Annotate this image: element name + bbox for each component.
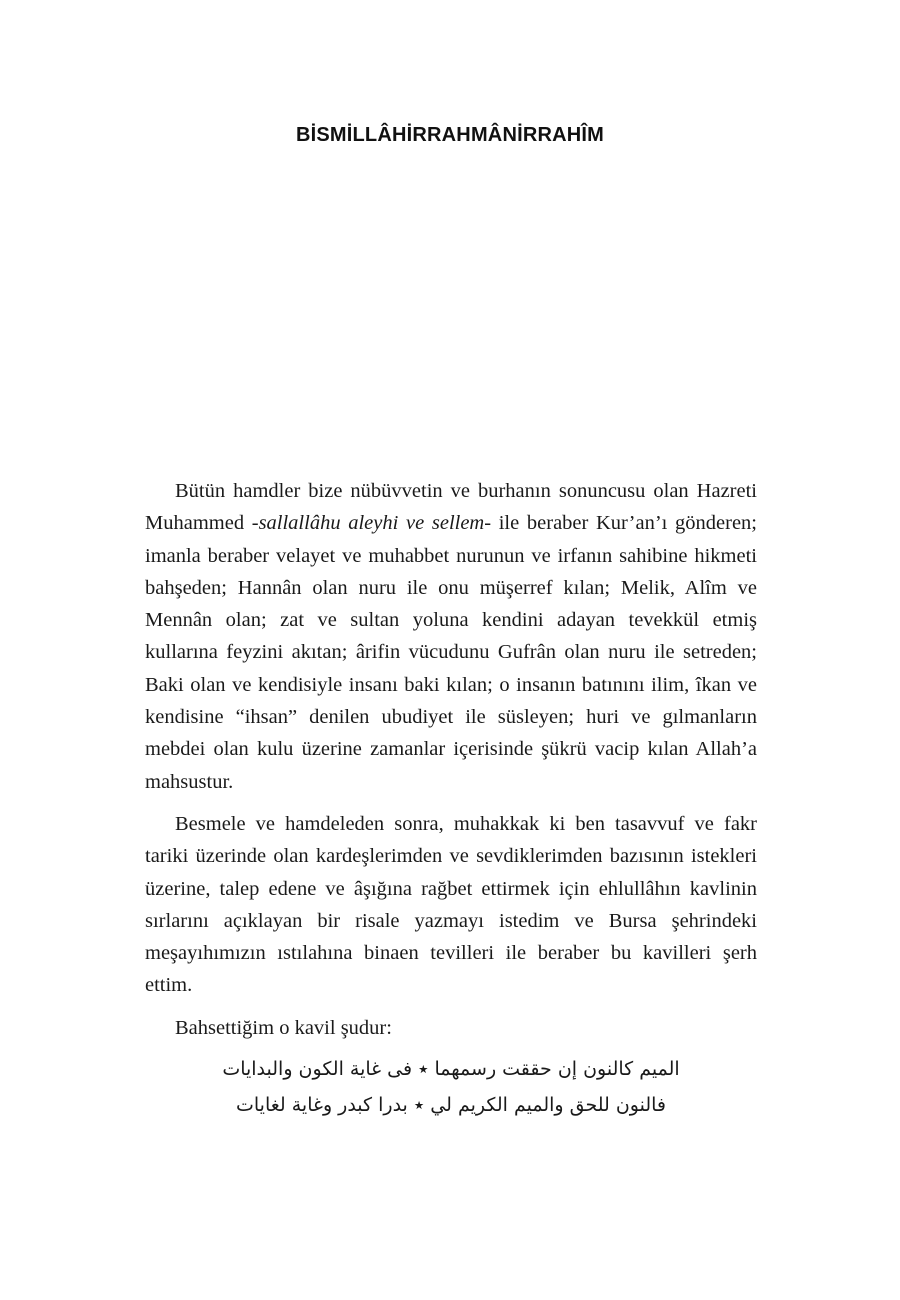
paragraph-1-italic: sallallâhu aleyhi ve sellem <box>258 512 485 535</box>
page-heading: BİSMİLLÂHİRRAHMÂNİRRAHÎM <box>295 124 605 146</box>
arabic-verse-line-1: الميم كالنون إن حققت رسمهما ٭ فى غاية الكون والبدايات <box>222 1058 680 1080</box>
paragraph-1-part-b: - ile beraber Kur’an’ı gönderen; imanla beraber velayet ve muhabbet nurunun ve irfanın sahibine hikmeti bahşeden; Hannân olan nuru ile onu müşerref kılan; Melik, Alîm ve Mennân olan; zat ve sultan yoluna kendini adayan tevekkül etmiş kullarına feyzini akıtan; ârifin vücudunu Gufrân olan nuru ile setreden; Baki olan ve kendisiyle insanı baki kılan; o insanın batınını ilim, îkan ve kendisine “ihsan” denilen ubudiyet ile süsleyen; huri ve gılmanların mebdei olan kulu üzerine zamanlar içerisinde şükrü vacip kılan Allah’a mahsustur. <box>145 512 757 793</box>
arabic-verse-line-2: فالنون للحق والميم الكريم لي ٭ بدرا كبدر وغاية لغايات <box>236 1094 666 1116</box>
paragraph-2: Besmele ve hamdeleden sonra, muhakkak ki ben tasavvuf ve fakr tariki üzerinde olan kardeşlerimden ve sevdiklerimden bazısının istekleri üzerine, talep edene ve âşığına rağbet ettirmek için ehlullâhın kavlinin sırlarını açıklayan bir risale yazmayı istedim ve Bursa şehrindeki meşayıhımızın ıstılahına binaen tevilleri ile beraber bu kavilleri şerh ettim. <box>145 812 757 997</box>
paragraph-1-part-a: Bütün hamdler bize nübüvvetin ve burhanın sonuncusu olan Hazreti Muhammed - <box>145 480 757 535</box>
paragraph-3: Bahsettiğim o kavil şudur: <box>175 1016 392 1039</box>
body-text <box>145 475 757 1048</box>
paragraph-1 <box>145 475 757 798</box>
